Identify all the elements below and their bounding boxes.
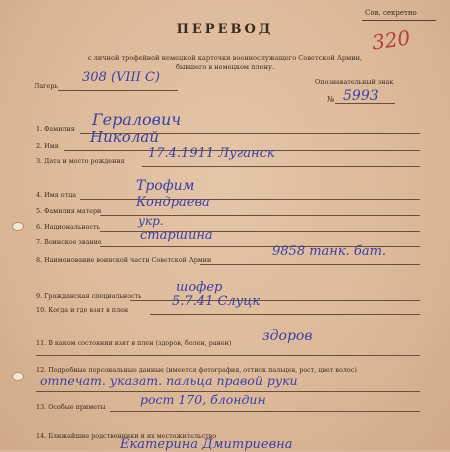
field-label-5: 5. Фамилия матери [36,207,102,215]
id-mark-label: Опознавательный знак [315,78,394,86]
document-title: ПЕРЕВОД [176,22,274,37]
field-label-13: 13. Особые приметы [36,403,106,411]
punch-hole-bottom [12,372,24,381]
field-value-11: здоров [262,328,313,344]
secret-stamp: Сов. секретно [365,9,417,17]
field-label-7: 7. Воинское звание [36,238,102,246]
field-line-3 [142,166,420,167]
field-line-4 [80,199,420,200]
field-value-10: 5.7.41 Слуцк [172,294,261,309]
field-label-1: 1. Фамилия [36,125,75,133]
field-value-4: Трофим [136,178,195,194]
field-line-8 [200,264,420,265]
id-mark-prefix: № [327,95,335,104]
field-value-7: старшина [140,228,213,243]
field-value-9: шофер [176,280,223,295]
field-label-12: 12. Подробные персональные данные (имеется фотография, оттиск пальцев, рост, цвет волос) [36,366,357,374]
field-line-11 [36,355,420,356]
field-label-11: 11. В каком состоянии взят в плен (здоров, болен, ранен) [36,339,232,347]
field-label-10: 10. Когда и где взят в плен [36,306,129,314]
field-label-2: 2. Имя [36,142,59,150]
field-value-6: укр. [138,214,164,228]
field-value-14: Екатерина Дмитриевна [120,437,293,452]
field-label-4: 4. Имя отца [36,191,77,199]
field-line-13 [110,411,420,412]
camp-value: 308 (VIII C) [82,70,160,85]
field-label-6: 6. Национальность [36,223,101,231]
field-value-8: 9858 танк. бат. [272,244,387,259]
field-line-10 [150,314,420,315]
field-value-12: отпечат. указат. пальца правой руки [40,373,298,388]
field-label-8: 8. Наименование воинской части Советской Армии [36,256,212,264]
field-value-1: Гералович [92,110,182,129]
field-label-14: 14. Ближайшие родственники и их местожительство [36,432,217,440]
red-archive-number: 320 [370,25,412,55]
camp-underline [58,90,178,91]
field-value-3: 17.4.1911 Луганск [148,146,275,161]
field-value-13: рост 170, блондин [140,392,266,407]
field-label-9: 9. Гражданская специальность [36,292,142,300]
id-mark-value: 5993 [343,88,379,104]
field-label-3: 3. Дата и место рождения [36,157,125,165]
field-value-2: Николай [90,128,159,146]
document-subtitle-line2: бывшего в немецком плену. [175,63,275,71]
id-mark-underline [335,103,395,104]
camp-label: Лагерь [34,82,58,90]
document-subtitle-line1: с личной трофейной немецкой карточки военнослужащего Советской Армии, [87,54,363,62]
secret-underline [362,20,436,21]
punch-hole-top [12,222,24,231]
field-value-5: Кондраева [136,195,210,210]
